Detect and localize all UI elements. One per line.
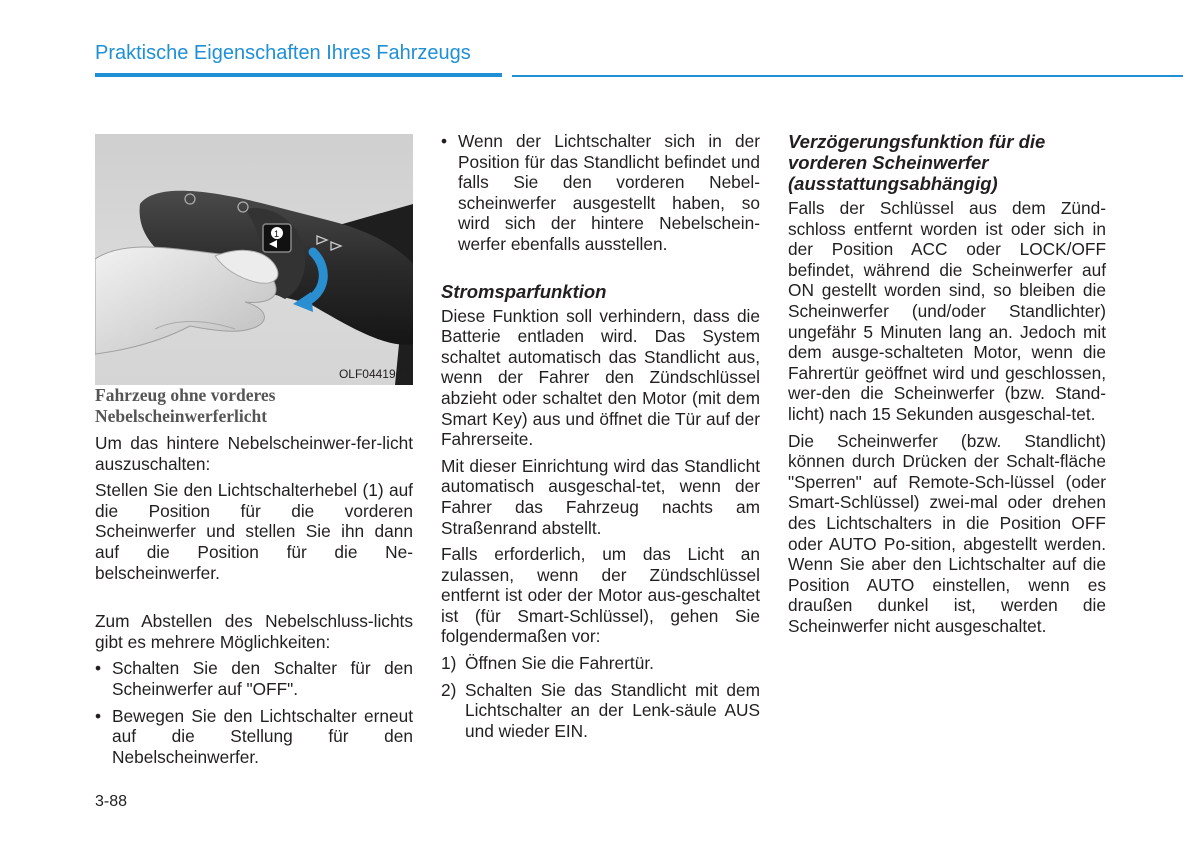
- step-text: Schalten Sie das Standlicht mit dem Lichtschalter an der Lenk-säule AUS und wieder EIN.: [465, 679, 760, 741]
- heading-line: vorderen Scheinwerfer: [788, 152, 989, 173]
- heading-line: Fahrzeug ohne vorderes: [95, 385, 276, 405]
- paragraph: Diese Funktion soll verhindern, dass die Batterie entladen wird. Das System schaltet automatisch das Standlicht aus, wenn der Fahrer den Zündschlüssel abzieht oder schaltet den Motor (mit dem Smart Key) aus und öffnet die Tür auf der Fahrerseite.: [441, 305, 760, 450]
- bullet-list: [441, 131, 760, 255]
- step-text: Öffnen Sie die Fahrertür.: [465, 653, 654, 674]
- list-item: • Wenn der Lichtschalter sich in der Position für das Standlicht befindet und falls Sie den vorderen Nebel-scheinwerfer ausgestellt haben, so wird sich der hintere Nebelschein-werfer ebenfalls ausstellen.: [441, 131, 760, 255]
- svg-text:1: 1: [274, 229, 280, 239]
- step-number: 2): [441, 679, 457, 700]
- step-number: 1): [441, 653, 457, 674]
- heading-line: Verzögerungsfunktion für die: [788, 131, 1046, 152]
- header-rule-thin: [512, 75, 1183, 77]
- header-rule-thick: [95, 73, 502, 77]
- column-right: [788, 131, 1106, 642]
- spacer: [441, 261, 760, 281]
- page-number: 3-88: [95, 793, 128, 810]
- section-heading-power-save: Stromsparfunktion: [441, 280, 607, 302]
- paragraph: Zum Abstellen des Nebelschluss-lichts gibt es mehrere Möglichkeiten:: [95, 611, 413, 652]
- figure-code: OLF044195L: [338, 367, 409, 381]
- heading-line: (ausstattungsabhängig): [788, 173, 998, 194]
- section-heading-delay-function: [788, 131, 1106, 194]
- column-left: [95, 385, 413, 773]
- list-item: • Bewegen Sie den Lichtschalter erneut auf die Stellung für den Nebelscheinwerfer.: [95, 706, 413, 768]
- paragraph: Die Scheinwerfer (bzw. Standlicht) können durch Drücken der Schalt-fläche "Sperren" auf Remote-Sch-lüssel (oder Smart-Schlüssel) zwei-mal oder drehen des Lichtschalters in die Position OFF oder AUTO Po-sition, abgestellt werden. Wenn Sie aber den Lichtschalter auf die Position AUTO einstellen, wenn es draußen dunkel ist, werden die Scheinwerfer nicht ausgeschaltet.: [788, 430, 1106, 636]
- section-heading-no-front-fog: [95, 385, 413, 427]
- paragraph: Um das hintere Nebelscheinwer-fer-licht auszuschalten:: [95, 433, 413, 474]
- paragraph: Falls erforderlich, um das Licht an zulassen, wenn der Zündschlüssel entfernt ist oder der Motor aus-geschaltet ist (für Smart-Schlüssel), gehen Sie folgendermaßen vor:: [441, 544, 760, 647]
- list-item: [441, 653, 760, 674]
- list-item: • Schalten Sie den Schalter für den Scheinwerfer auf "OFF".: [95, 658, 413, 699]
- list-item: [441, 680, 760, 742]
- heading-line: Nebelscheinwerferlicht: [95, 406, 268, 426]
- paragraph: Mit dieser Einrichtung wird das Standlicht automatisch ausgeschal-tet, wenn der Fahrer das Fahrzeug nachts am Straßenrand abstellt.: [441, 455, 760, 538]
- column-middle: [441, 131, 760, 747]
- headlight-stalk-illustration: [95, 134, 413, 385]
- bullet-list: [95, 658, 413, 767]
- running-header: Praktische Eigenschaften Ihres Fahrzeugs: [95, 42, 471, 64]
- spacer: [95, 589, 413, 611]
- paragraph: Stellen Sie den Lichtschalterhebel (1) auf die Position für die vorderen Scheinwerfer und stellen Sie ihn dann auf die Position für die Ne-belscheinwerfer.: [95, 480, 413, 583]
- numbered-list: [441, 653, 760, 741]
- stalk-figure-icon: [95, 134, 413, 385]
- paragraph: Falls der Schlüssel aus dem Zünd-schloss entfernt worden ist oder sich in der Position ACC oder LOCK/OFF befindet, während die Scheinwerfer auf ON gestellt worden sind, so bleiben die Scheinwerfer (und/oder Standlichter) ungefähr 5 Minuten lang an. Jedoch mit dem ausge-schalteten Motor, wenn die Fahrertür geöffnet wird und geschlossen, wer-den die Scheinwerfer (bzw. Stand-licht) nach 15 Sekunden ausgeschal-tet.: [788, 198, 1106, 424]
